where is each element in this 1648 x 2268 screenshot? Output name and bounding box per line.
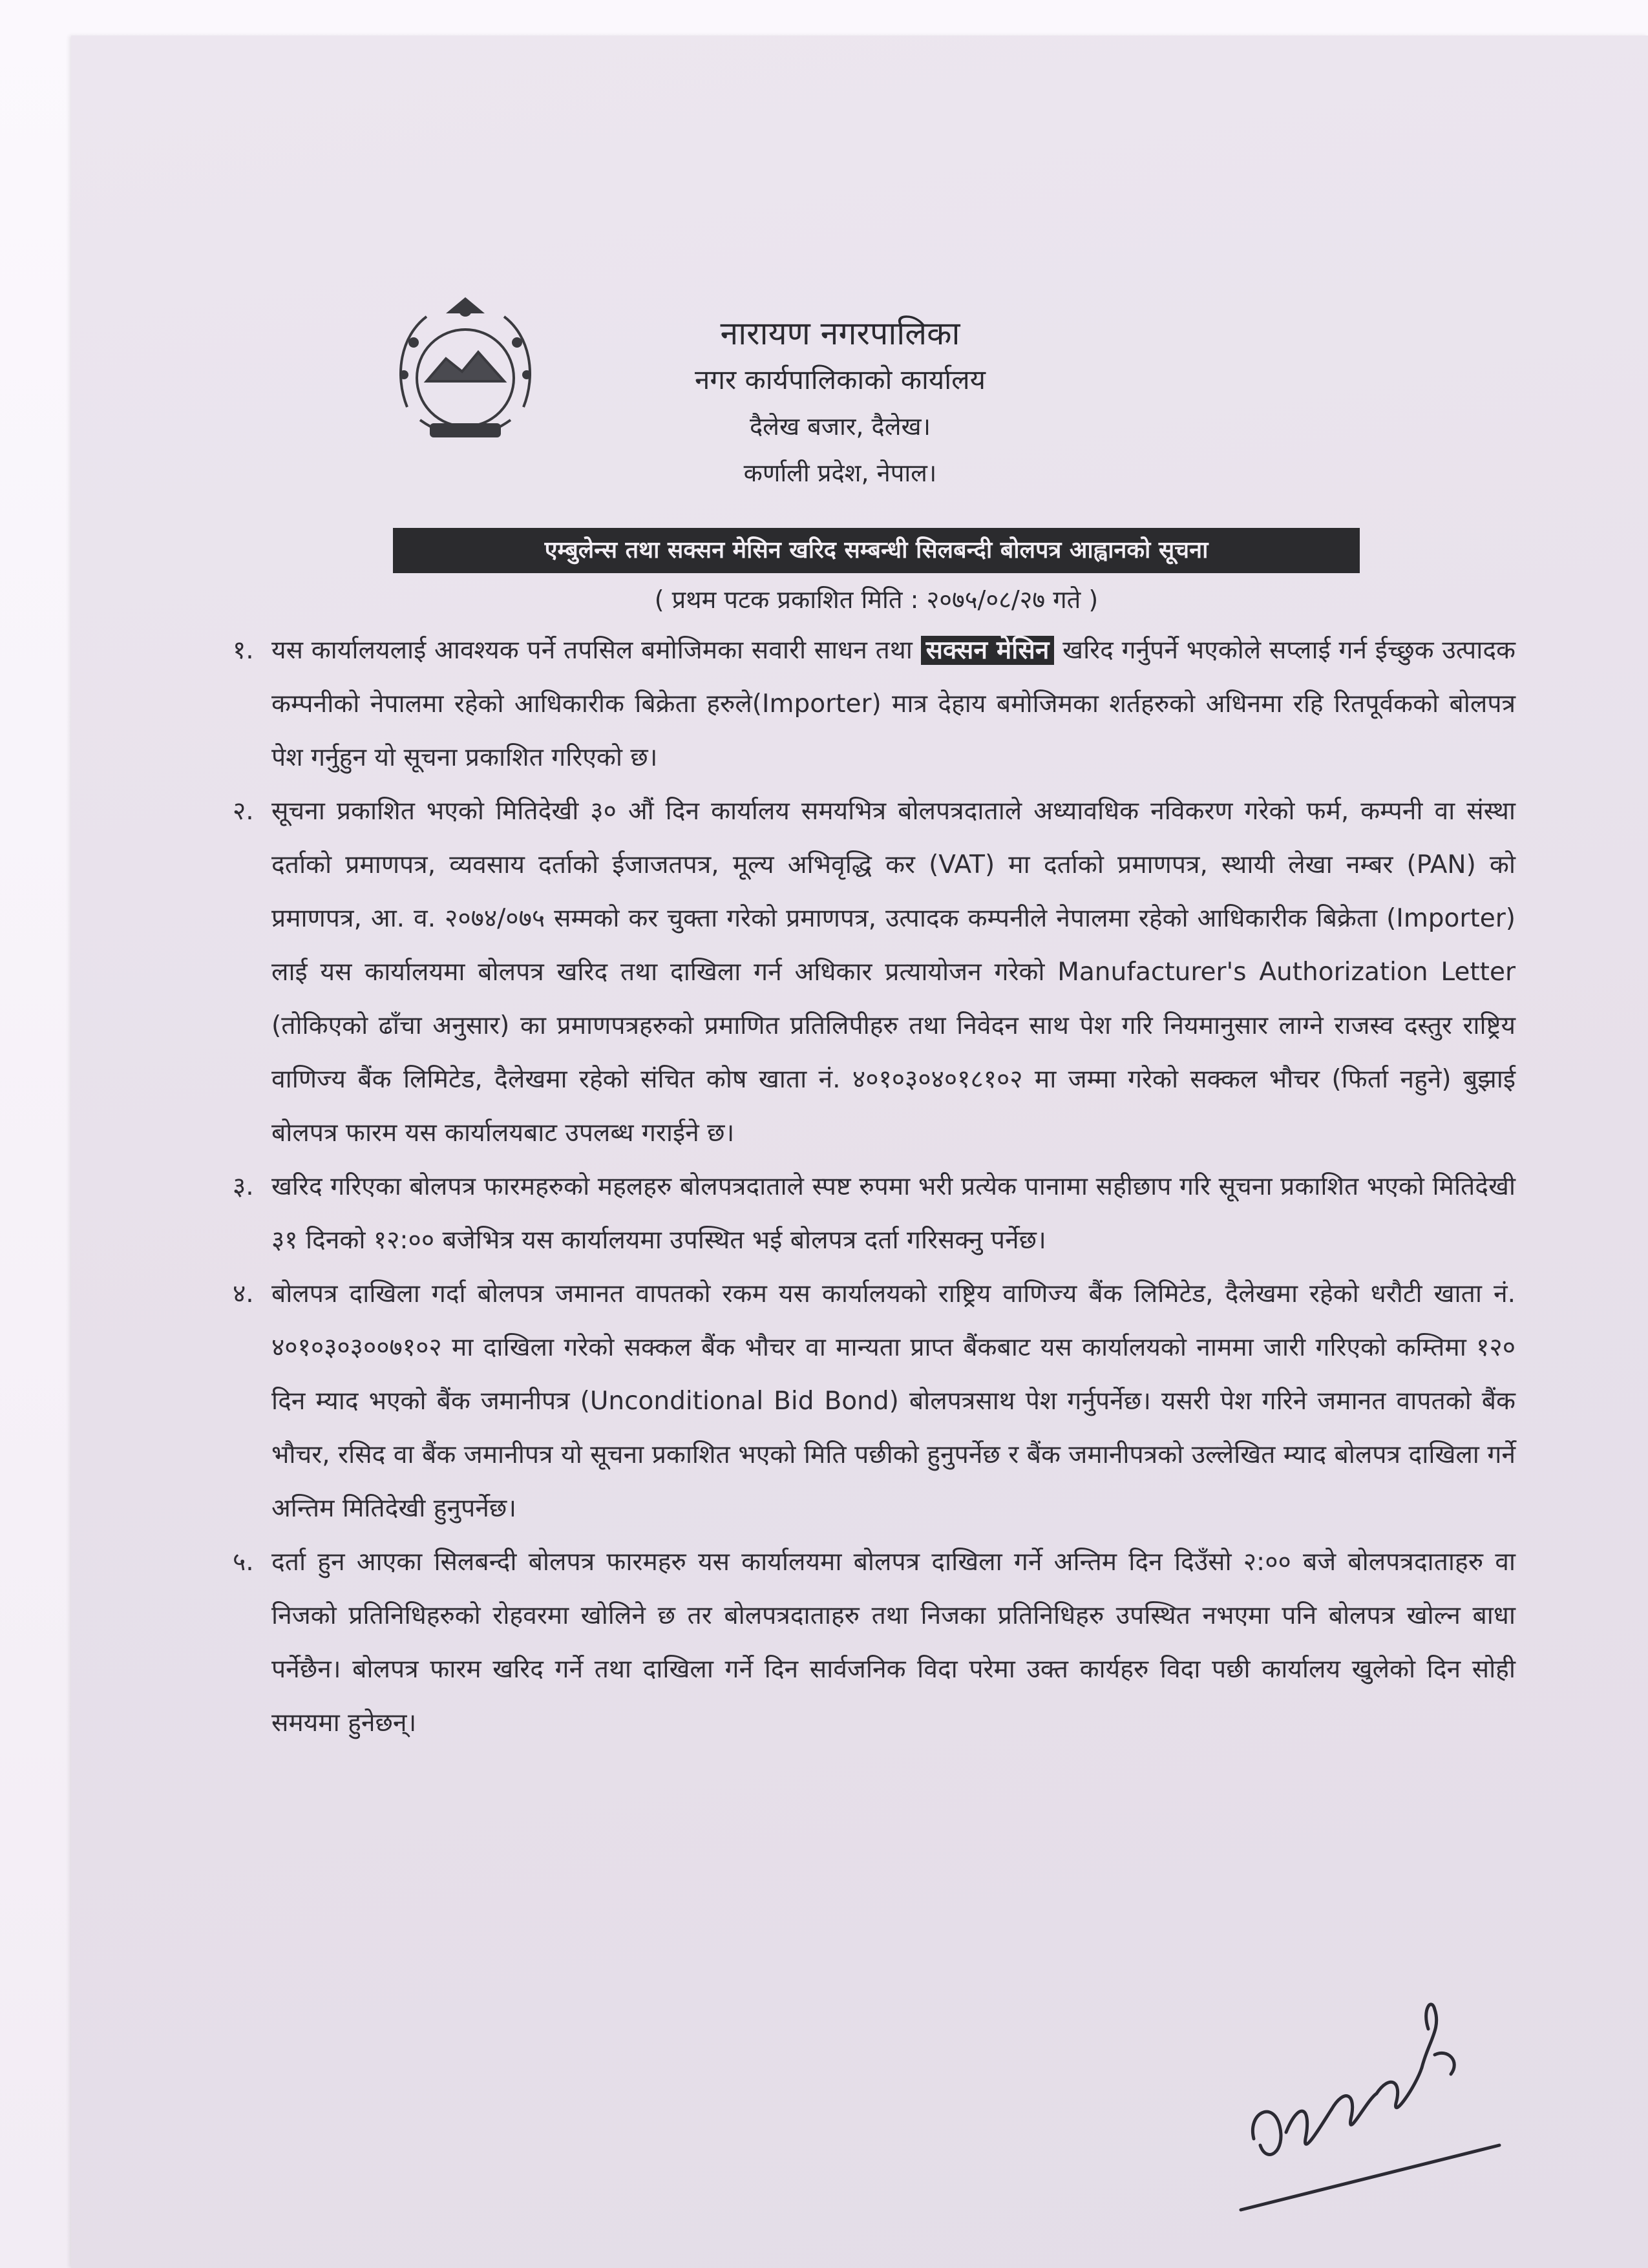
item-number: ५. <box>233 1548 254 1577</box>
notice-item-1 <box>233 624 1516 784</box>
item-number: २. <box>233 797 254 826</box>
nepal-emblem-icon <box>381 291 549 459</box>
municipality-name: नारायण नगरपालिका <box>720 315 960 352</box>
office-address: दैलेख बजार, दैलेख। <box>750 412 931 441</box>
signature-icon <box>1228 1971 1538 2216</box>
highlighted-text: सक्सन मेसिन <box>921 636 1055 665</box>
notice-item-5 <box>233 1535 1516 1750</box>
item-text: बोलपत्र दाखिला गर्दा बोलपत्र जमानत वापतको रकम यस कार्यालयको राष्ट्रिय वाणिज्य बैंक लिमिटेड, दैलेखमा रहेको धरौटी खाता नं. ४०१०३०३००७१०२ मा दाखिला गरेको सक्कल बैंक भौचर वा मान्यता प्राप्त बैंकबाट यस कार्यालयको नाममा जारी गरिएको कम्तिमा १२० दिन म्याद भएको बैंक जमानीपत्र (Unconditional Bid Bond) बोलपत्रसाथ पेश गर्नुपर्नेछ। यसरी पेश गरिने जमानत वापतको बैंक भौचर, रसिद वा बैंक जमानीपत्र यो सूचना प्रकाशित भएको मिति पछीको हुनुपर्नेछ र बैंक जमानीपत्रको उल्लेखित म्याद बोलपत्र दाखिला गर्ने अन्तिम मितिदेखी हुनुपर्नेछ। <box>271 1279 1516 1523</box>
notice-body <box>233 624 1516 1750</box>
item-text: सूचना प्रकाशित भएको मितिदेखी ३० औं दिन कार्यालय समयभित्र बोलपत्रदाताले अध्यावधिक नविकरण गरेको फर्म, कम्पनी वा संस्था दर्ताको प्रमाणपत्र, व्यवसाय दर्ताको ईजाजतपत्र, मूल्य अभिवृद्धि कर (VAT) मा दर्ताको प्रमाणपत्र, स्थायी लेखा नम्बर (PAN) को प्रमाणपत्र, आ. व. २०७४/०७५ सम्मको कर चुक्ता गरेको प्रमाणपत्र, उत्पादक कम्पनीले नेपालमा रहेको आधिकारीक बिक्रेता (Importer) लाई यस कार्यालयमा बोलपत्र खरिद तथा दाखिला गर्न अधिकार प्रत्यायोजन गरेको Manufacturer's Authorization Letter (तोकिएको ढाँचा अनुसार) का प्रमाणपत्रहरुको प्रमाणित प्रतिलिपीहरु तथा निवेदन साथ पेश गरि नियमानुसार लाग्ने राजस्व दस्तुर राष्ट्रिय वाणिज्य बैंक लिमिटेड, दैलेखमा रहेको संचित कोष खाता नं. ४०१०३०४०१८१०२ मा जम्मा गरेको सक्कल भौचर (फिर्ता नहुने) बुझाई बोलपत्र फारम यस कार्यालयबाट उपलब्ध गराईने छ। <box>271 797 1516 1148</box>
item-text: यस कार्यालयलाई आवश्यक पर्ने तपसिल बमोजिमका सवारी साधन तथा <box>271 636 913 665</box>
item-number: १. <box>233 636 254 665</box>
notice-item-3 <box>233 1160 1516 1267</box>
item-number: ३. <box>233 1172 254 1201</box>
item-text: खरिद गरिएका बोलपत्र फारमहरुको महलहरु बोलपत्रदाताले स्पष्ट रुपमा भरी प्रत्येक पानामा सहीछाप गरि सूचना प्रकाशित भएको मितिदेखी ३१ दिनको १२:०० बजेभित्र यस कार्यालयमा उपस्थित भई बोलपत्र दर्ता गरिसक्नु पर्नेछ। <box>271 1172 1516 1255</box>
office-name: नगर कार्यपालिकाको कार्यालय <box>695 364 986 395</box>
office-header <box>582 310 1099 496</box>
publication-date: ( प्रथम पटक प्रकाशित मिति : २०७५/०८/२७ गते ) <box>654 585 1099 614</box>
notice-item-2 <box>233 784 1516 1160</box>
item-text: दर्ता हुन आएका सिलबन्दी बोलपत्र फारमहरु यस कार्यालयमा बोलपत्र दाखिला गर्ने अन्तिम दिन दिउँसो २:०० बजे बोलपत्रदाताहरु वा निजको प्रतिनिधिहरुको रोहवरमा खोलिने छ तर बोलपत्रदाताहरु तथा निजका प्रतिनिधिहरु उपस्थित नभएमा पनि बोलपत्र खोल्न बाधा पर्नेछैन। बोलपत्र फारम खरिद गर्ने तथा दाखिला गर्ने दिन सार्वजनिक विदा परेमा उक्त कार्यहरु विदा पछी कार्यालय खुलेको दिन सोही समयमा हुनेछन्। <box>271 1548 1516 1738</box>
notice-title: एम्बुलेन्स तथा सक्सन मेसिन खरिद सम्बन्धी सिलबन्दी बोलपत्र आह्वानको सूचना <box>393 528 1360 573</box>
item-text: खरिद गर्नुपर्ने भएकोले सप्लाई गर्न ईच्छुक उत्पादक कम्पनीको नेपालमा रहेको आधिकारीक बिक्रेता हरुले(Importer) मात्र देहाय बमोजिमका शर्तहरुको अधिनमा रहि रितपूर्वकको बोलपत्र पेश गर्नुहुन यो सूचना प्रकाशित गरिएको छ। <box>271 636 1516 772</box>
office-province: कर्णाली प्रदेश, नेपाल। <box>743 459 937 487</box>
notice-item-4 <box>233 1267 1516 1535</box>
item-number: ४. <box>233 1279 254 1308</box>
